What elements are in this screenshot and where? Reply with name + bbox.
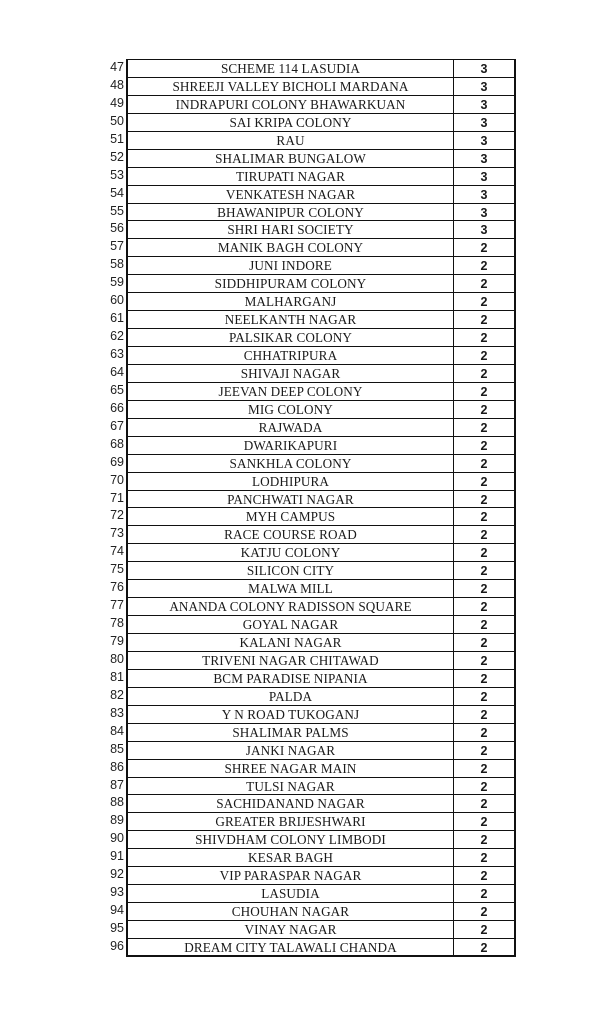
colony-name-cell: PANCHWATI NAGAR [126,490,453,508]
row-number: 70 [110,472,124,487]
count-cell: 3 [453,185,516,203]
row-number: 80 [110,651,124,666]
table-row [100,687,520,705]
row-number: 81 [110,669,124,684]
table-row [100,310,520,328]
row-number: 63 [110,347,124,361]
row-number: 54 [110,185,124,200]
count-cell: 2 [453,938,516,957]
count-cell: 2 [453,274,516,292]
colony-name-cell: GREATER BRIJESHWARI [126,812,453,830]
count-cell: 2 [453,418,516,436]
colony-name-cell: MIG COLONY [126,400,453,418]
table-row [100,238,520,256]
row-number: 61 [110,311,124,326]
table-row [100,454,520,472]
count-cell: 2 [453,777,516,795]
count-cell: 3 [453,203,516,221]
table-row [100,705,520,723]
row-number: 73 [110,526,124,541]
table-row [100,830,520,848]
count-cell: 3 [453,113,516,131]
count-cell: 2 [453,866,516,884]
colony-name-cell: TRIVENI NAGAR CHITAWAD [126,651,453,669]
row-number: 88 [110,795,124,810]
colony-name-cell: DREAM CITY TALAWALI CHANDA [126,938,453,957]
count-cell: 2 [453,597,516,615]
count-cell: 2 [453,436,516,454]
colony-name-cell: SHREEJI VALLEY BICHOLI MARDANA [126,77,453,95]
count-cell: 3 [453,149,516,167]
row-number: 47 [110,60,124,74]
colony-name-cell: SACHIDANAND NAGAR [126,794,453,812]
row-number: 82 [110,687,124,702]
row-number: 90 [110,831,124,846]
colony-name-cell: CHHATRIPURA [126,346,453,364]
colony-name-cell: JEEVAN DEEP COLONY [126,382,453,400]
colony-name-cell: MALHARGANJ [126,292,453,310]
table-row [100,525,520,543]
count-cell: 2 [453,920,516,938]
row-number: 96 [110,938,124,953]
table-row [100,723,520,741]
count-cell: 2 [453,543,516,561]
table-row [100,382,520,400]
count-cell: 2 [453,705,516,723]
count-cell: 2 [453,902,516,920]
count-cell: 2 [453,633,516,651]
table-row [100,436,520,454]
colony-name-cell: KATJU COLONY [126,543,453,561]
row-number: 74 [110,544,124,559]
table-row [100,77,520,95]
table-row [100,167,520,185]
row-number: 55 [110,203,124,218]
row-number: 79 [110,634,124,648]
count-cell: 2 [453,615,516,633]
count-cell: 2 [453,669,516,687]
table-row [100,920,520,938]
table-row [100,759,520,777]
colony-name-cell: DWARIKAPURI [126,436,453,454]
count-cell: 3 [453,77,516,95]
row-number: 77 [110,598,124,613]
row-number: 51 [110,131,124,146]
count-cell: 3 [453,95,516,113]
colony-name-cell: LODHIPURA [126,472,453,490]
row-number: 66 [110,400,124,415]
colony-name-cell: MALWA MILL [126,579,453,597]
row-number: 64 [110,364,124,379]
row-number: 84 [110,723,124,738]
count-cell: 2 [453,525,516,543]
table-row [100,938,520,956]
colony-name-cell: BCM PARADISE NIPANIA [126,669,453,687]
table-row [100,866,520,884]
table-row [100,633,520,651]
count-cell: 2 [453,256,516,274]
row-number: 65 [110,382,124,397]
row-number: 49 [110,95,124,110]
colony-name-cell: INDRAPURI COLONY BHAWARKUAN [126,95,453,113]
colony-name-cell: VENKATESH NAGAR [126,185,453,203]
table-row [100,490,520,508]
count-cell: 2 [453,490,516,508]
colony-name-cell: SHALIMAR BUNGALOW [126,149,453,167]
count-cell: 2 [453,794,516,812]
count-cell: 2 [453,472,516,490]
row-number: 69 [110,454,124,469]
row-number: 56 [110,221,124,236]
table-row [100,400,520,418]
colony-name-cell: CHOUHAN NAGAR [126,902,453,920]
row-number: 57 [110,239,124,254]
count-cell: 2 [453,884,516,902]
row-number: 87 [110,777,124,792]
colony-name-cell: VIP PARASPAR NAGAR [126,866,453,884]
count-cell: 2 [453,812,516,830]
colony-name-cell: SANKHLA COLONY [126,454,453,472]
count-cell: 2 [453,848,516,866]
count-cell: 3 [453,220,516,238]
table-row [100,418,520,436]
count-cell: 2 [453,830,516,848]
count-cell: 2 [453,292,516,310]
row-number: 52 [110,149,124,164]
row-number: 75 [110,562,124,577]
count-cell: 2 [453,400,516,418]
row-number: 86 [110,759,124,774]
colony-name-cell: SHALIMAR PALMS [126,723,453,741]
row-number: 94 [110,903,124,918]
table-row [100,472,520,490]
colony-name-cell: SHRI HARI SOCIETY [126,220,453,238]
colony-name-cell: BHAWANIPUR COLONY [126,203,453,221]
colony-name-cell: SHREE NAGAR MAIN [126,759,453,777]
table-row [100,669,520,687]
table-row [100,292,520,310]
colony-name-cell: SAI KRIPA COLONY [126,113,453,131]
row-number: 59 [110,275,124,290]
table-row [100,543,520,561]
count-cell: 3 [453,59,516,77]
count-cell: 2 [453,328,516,346]
count-cell: 2 [453,364,516,382]
row-number: 91 [110,849,124,864]
table-row [100,185,520,203]
row-number: 58 [110,257,124,272]
table-row [100,113,520,131]
colony-name-cell: MANIK BAGH COLONY [126,238,453,256]
count-cell: 3 [453,167,516,185]
count-cell: 2 [453,687,516,705]
colony-name-cell: TIRUPATI NAGAR [126,167,453,185]
table-row [100,220,520,238]
row-number: 83 [110,705,124,720]
row-number: 92 [110,867,124,882]
row-number: 53 [110,167,124,182]
table-row [100,59,520,77]
colony-name-cell: SILICON CITY [126,561,453,579]
table-row [100,741,520,759]
colony-name-cell: LASUDIA [126,884,453,902]
table-row [100,848,520,866]
table-row [100,615,520,633]
table-row [100,561,520,579]
colony-name-cell: SHIVAJI NAGAR [126,364,453,382]
row-number: 78 [110,616,124,631]
colony-name-cell: SHIVDHAM COLONY LIMBODI [126,830,453,848]
colony-name-cell: KALANI NAGAR [126,633,453,651]
row-number: 68 [110,436,124,451]
table-row [100,95,520,113]
count-cell: 2 [453,238,516,256]
count-cell: 2 [453,454,516,472]
table-row [100,777,520,795]
colony-name-cell: RAJWADA [126,418,453,436]
colony-name-cell: PALSIKAR COLONY [126,328,453,346]
row-number: 67 [110,418,124,433]
table-row [100,256,520,274]
colony-name-cell: VINAY NAGAR [126,920,453,938]
count-cell: 3 [453,131,516,149]
row-number: 93 [110,885,124,900]
count-cell: 2 [453,382,516,400]
colony-name-cell: KESAR BAGH [126,848,453,866]
row-number: 95 [110,921,124,935]
colony-name-cell: NEELKANTH NAGAR [126,310,453,328]
count-cell: 2 [453,346,516,364]
table-row [100,149,520,167]
count-cell: 2 [453,507,516,525]
count-cell: 2 [453,723,516,741]
count-cell: 2 [453,759,516,777]
count-cell: 2 [453,310,516,328]
count-cell: 2 [453,561,516,579]
colony-name-cell: TULSI NAGAR [126,777,453,795]
row-number: 72 [110,508,124,523]
row-number: 89 [110,813,124,828]
row-number: 62 [110,329,124,344]
colony-name-cell: ANANDA COLONY RADISSON SQUARE [126,597,453,615]
table-row [100,274,520,292]
colony-name-cell: SCHEME 114 LASUDIA [126,59,453,77]
colony-count-table [100,59,520,956]
table-row [100,203,520,221]
table-row [100,579,520,597]
table-row [100,884,520,902]
count-cell: 2 [453,651,516,669]
colony-name-cell: MYH CAMPUS [126,507,453,525]
row-number: 85 [110,741,124,756]
row-number: 71 [110,490,124,505]
row-number: 50 [110,113,124,128]
table-row [100,902,520,920]
colony-name-cell: GOYAL NAGAR [126,615,453,633]
table-row [100,364,520,382]
table-row [100,794,520,812]
row-number: 76 [110,580,124,595]
table-row [100,651,520,669]
colony-name-cell: JANKI NAGAR [126,741,453,759]
row-number: 60 [110,293,124,308]
table-row [100,597,520,615]
count-cell: 2 [453,579,516,597]
table-row [100,346,520,364]
row-number: 48 [110,77,124,92]
table-row [100,328,520,346]
table-row [100,507,520,525]
colony-name-cell: PALDA [126,687,453,705]
colony-name-cell: RAU [126,131,453,149]
table-row [100,131,520,149]
count-cell: 2 [453,741,516,759]
colony-name-cell: SIDDHIPURAM COLONY [126,274,453,292]
colony-name-cell: Y N ROAD TUKOGANJ [126,705,453,723]
table-row [100,812,520,830]
colony-name-cell: JUNI INDORE [126,256,453,274]
colony-name-cell: RACE COURSE ROAD [126,525,453,543]
